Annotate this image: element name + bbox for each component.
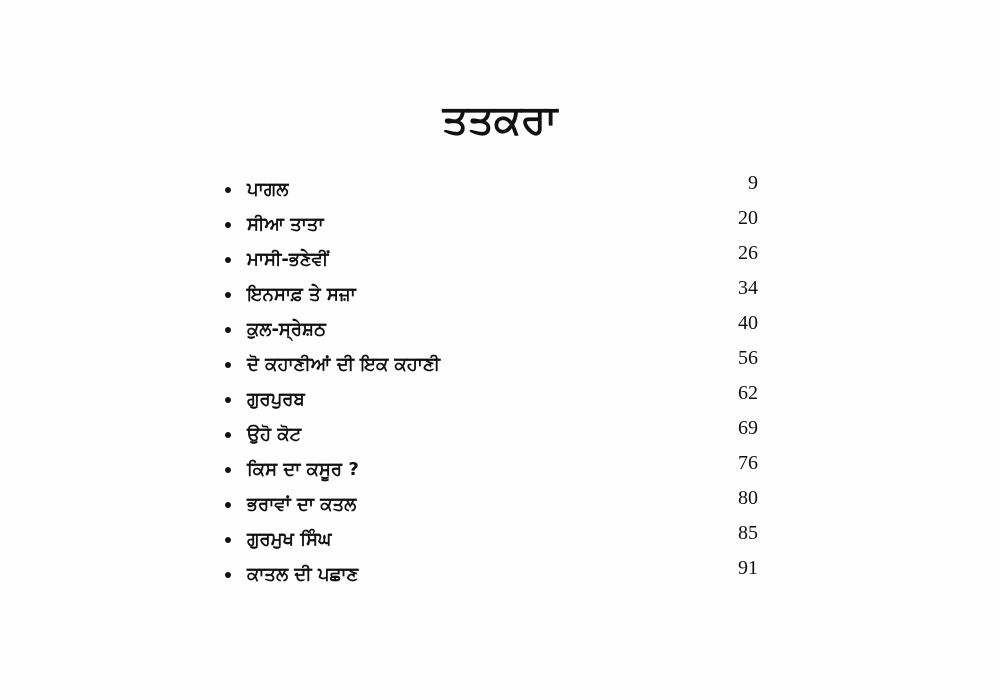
toc-entry-title: ਉਹੋ ਕੋਟ	[247, 424, 302, 445]
toc-entry-page: 56	[738, 347, 758, 369]
toc-entry-page: 62	[738, 382, 758, 404]
bullet-icon	[225, 537, 231, 543]
toc-entry-page: 69	[738, 417, 758, 439]
toc-entry	[225, 312, 760, 347]
bullet-icon	[225, 327, 231, 333]
toc-entry	[225, 382, 760, 417]
toc-entry-title: ਭਰਾਵਾਂ ਦਾ ਕਤਲ	[247, 494, 357, 515]
toc-entry	[225, 417, 760, 452]
toc-entry	[225, 557, 760, 592]
toc-entry-title: ਕੁਲ-ਸ੍ਰੇਸ਼ਠ	[247, 319, 326, 340]
bullet-icon	[225, 502, 231, 508]
toc-entry	[225, 242, 760, 277]
toc-entry-page: 85	[738, 522, 758, 544]
toc-entry-title: ਕਾਤਲ ਦੀ ਪਛਾਣ	[247, 564, 359, 585]
toc-entry-page: 80	[738, 487, 758, 509]
bullet-icon	[225, 467, 231, 473]
toc-entry-page: 40	[738, 312, 758, 334]
bullet-icon	[225, 187, 231, 193]
bullet-icon	[225, 397, 231, 403]
toc-entry-title: ਦੋ ਕਹਾਣੀਆਂ ਦੀ ਇਕ ਕਹਾਣੀ	[247, 354, 441, 375]
toc-entry	[225, 522, 760, 557]
toc-entry-page: 91	[738, 557, 758, 579]
toc-entry	[225, 487, 760, 522]
bullet-icon	[225, 257, 231, 263]
toc-entry-page: 20	[738, 207, 758, 229]
toc-entry-title: ਗੁਰਪੁਰਬ	[247, 389, 305, 410]
bullet-icon	[225, 572, 231, 578]
toc-entry-title: ਇਨਸਾਫ਼ ਤੇ ਸਜ਼ਾ	[247, 284, 356, 305]
toc-heading: ਤਤਕਰਾ	[442, 97, 558, 143]
toc-entry-page: 26	[738, 242, 758, 264]
bullet-icon	[225, 222, 231, 228]
bullet-icon	[225, 432, 231, 438]
toc-list	[225, 172, 760, 592]
toc-entry-page: 9	[748, 172, 758, 194]
toc-entry-page: 34	[738, 277, 758, 299]
toc-entry	[225, 277, 760, 312]
toc-entry-title: ਮਾਸੀ-ਭਣੇਵੀਂ	[247, 249, 329, 270]
toc-entry-page: 76	[738, 452, 758, 474]
toc-entry-title: ਗੁਰਮੁਖ ਸਿੰਘ	[247, 529, 332, 550]
toc-entry-title: ਪਾਗਲ	[247, 179, 289, 200]
toc-entry	[225, 452, 760, 487]
bullet-icon	[225, 362, 231, 368]
toc-entry	[225, 172, 760, 207]
toc-entry-title: ਕਿਸ ਦਾ ਕਸੂਰ ?	[247, 459, 359, 480]
toc-entry	[225, 207, 760, 242]
toc-entry	[225, 347, 760, 382]
bullet-icon	[225, 292, 231, 298]
toc-entry-title: ਸੀਆ ਤਾਤਾ	[247, 214, 324, 235]
